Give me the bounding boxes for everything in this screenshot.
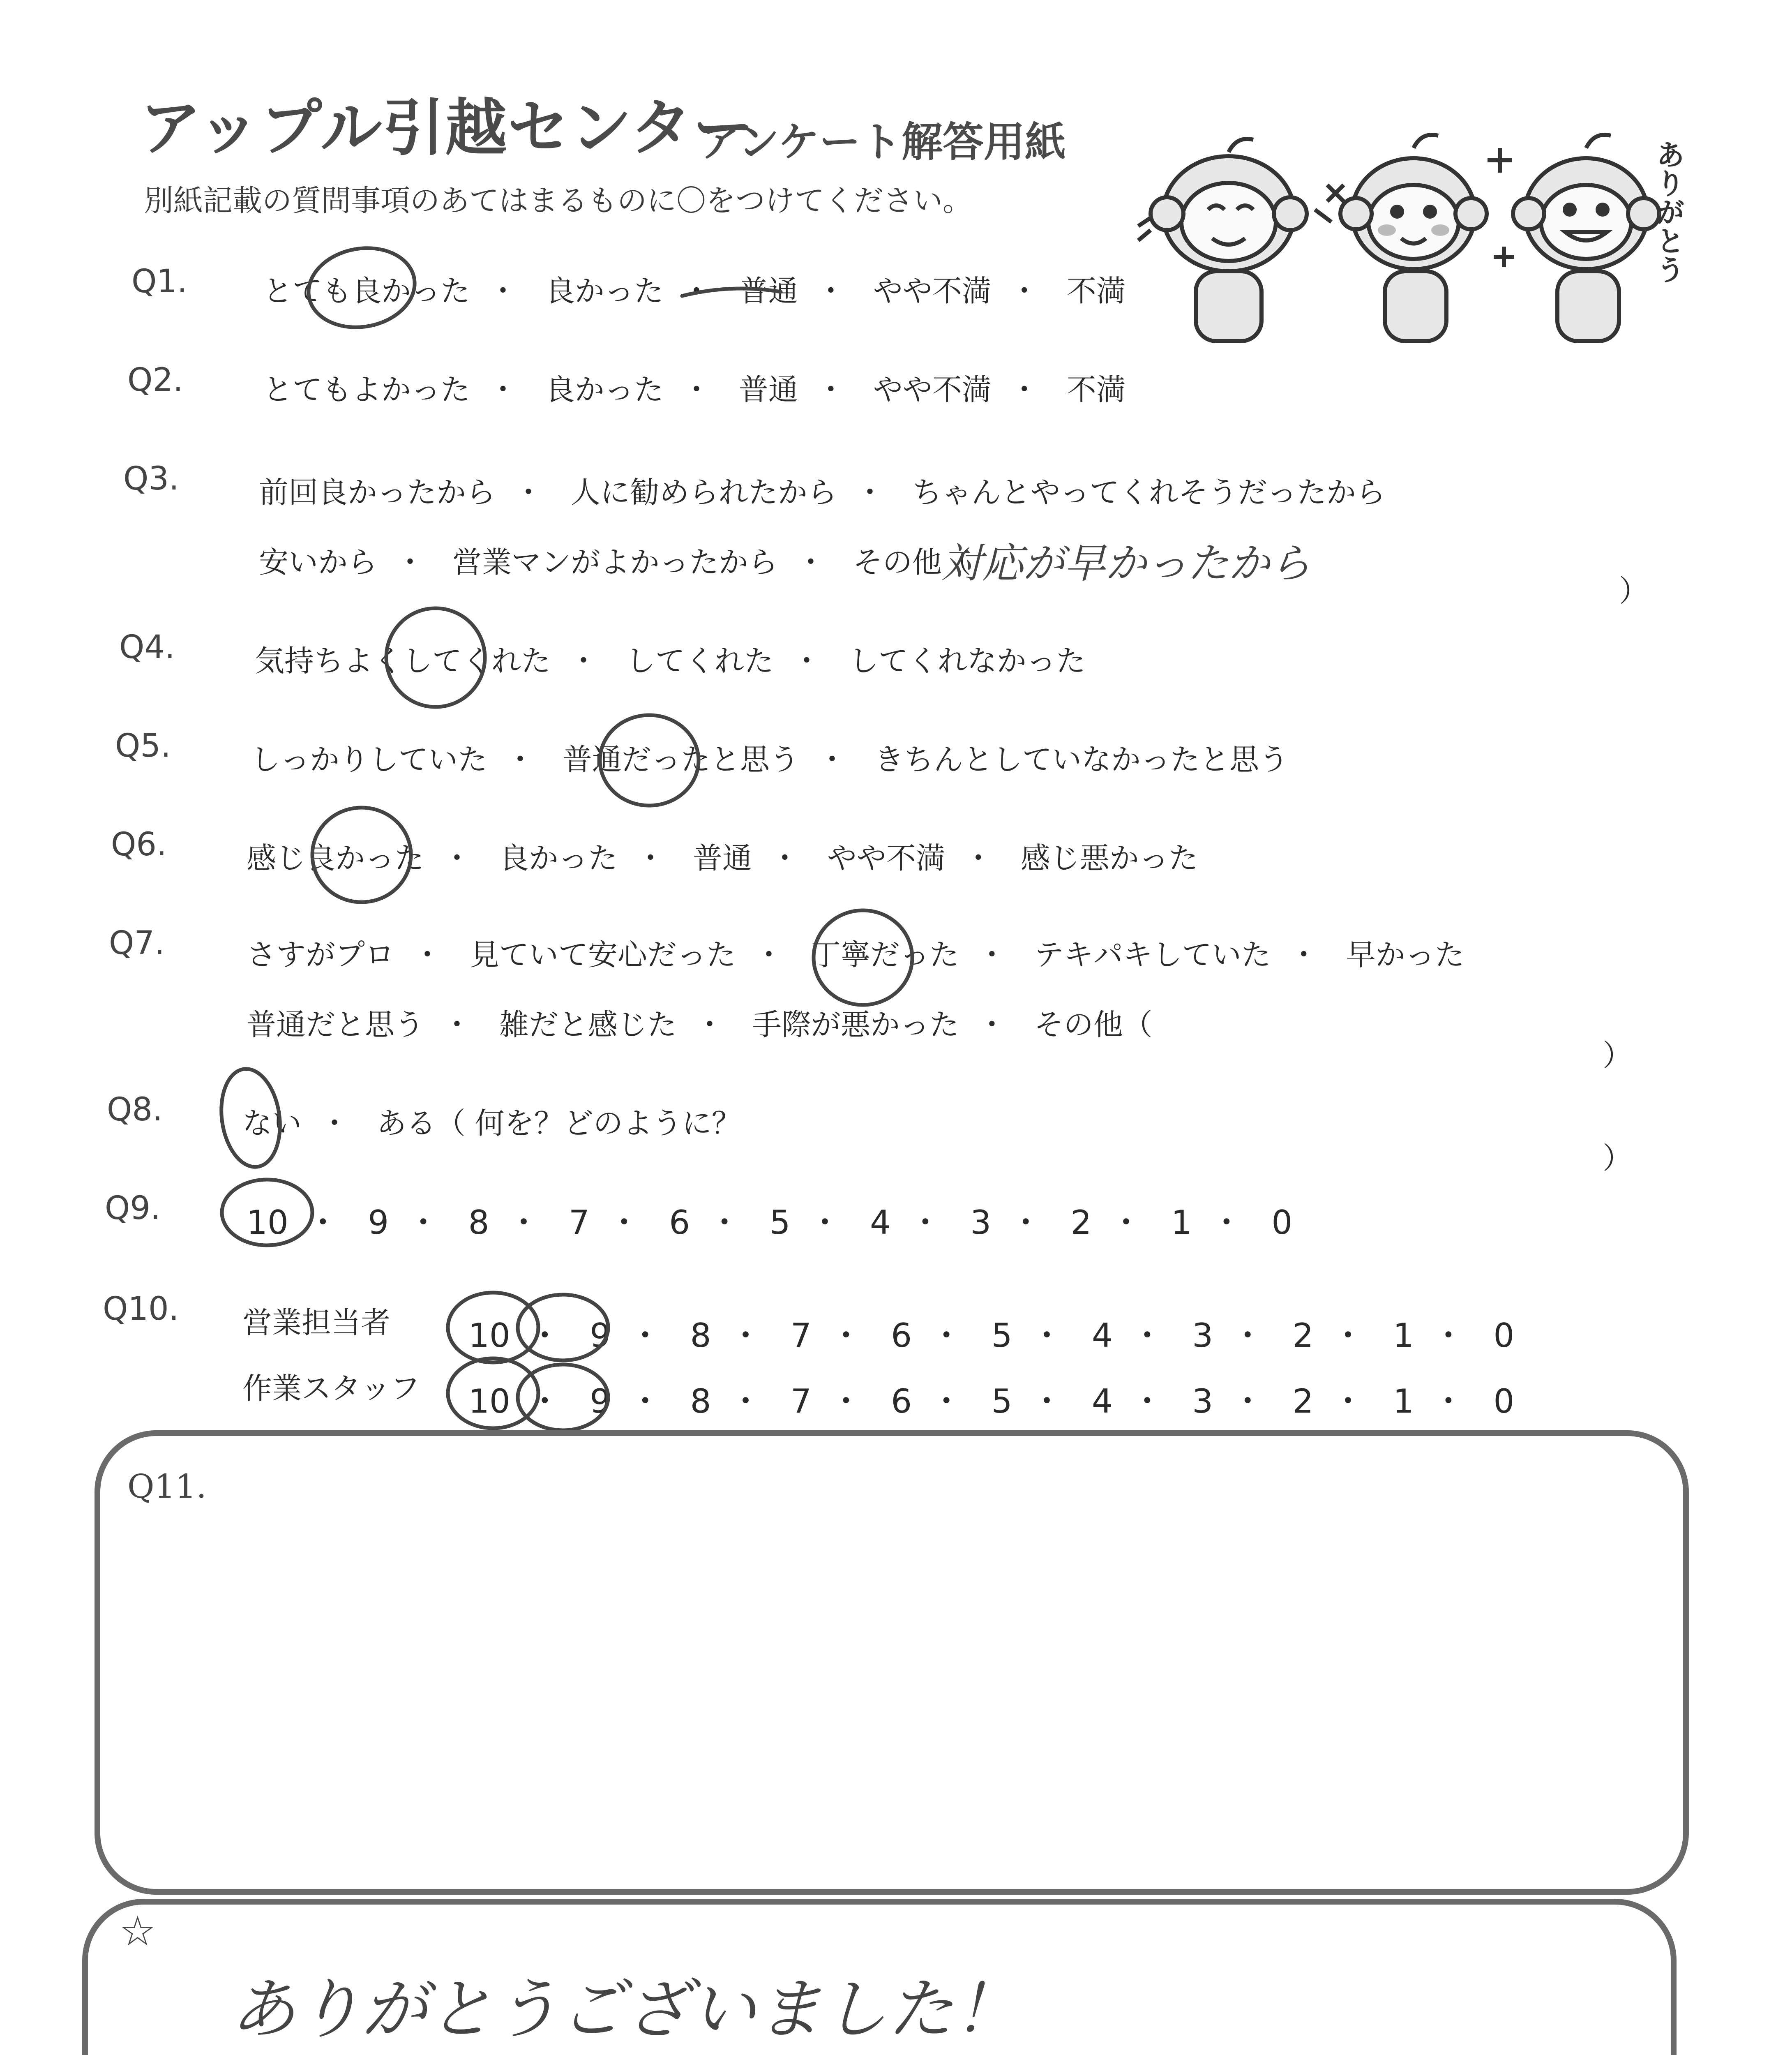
option[interactable]: さすがプロ <box>247 937 395 972</box>
q7-options-line1: さすがプロ ・ 見ていて安心だった ・ 丁寧だった ・ テキパキしていた ・ 早かった <box>247 931 1465 974</box>
q10-staff-label: 作業スタッフ <box>242 1371 420 1406</box>
q11-comment-box[interactable] <box>95 1430 1689 1895</box>
option[interactable]: 普通だったと思う <box>562 742 799 777</box>
company-title: アップル引越センター <box>140 92 755 164</box>
q7-options-line2: 普通だと思う ・ 雑だと感じた ・ 手際が悪かった ・ その他（ <box>247 1001 1153 1044</box>
q4-options: 気持ちよくしてくれた ・ してくれた ・ してくれなかった <box>255 637 1086 680</box>
q10-sales-scale: 10 ・ 9 ・ 8 ・ 7 ・ 6 ・ 5 ・ 4 ・ 3 ・ 2 ・ 1 ・ 0 <box>468 1316 1515 1355</box>
score-option[interactable]: 4 <box>869 1203 891 1242</box>
score-option[interactable]: 8 <box>690 1382 711 1420</box>
score-option[interactable]: 9 <box>590 1382 611 1420</box>
option[interactable]: 丁寧だった <box>811 937 959 972</box>
score-option[interactable]: 1 <box>1171 1203 1192 1242</box>
option[interactable]: 安いから <box>259 545 378 580</box>
close-paren: ） <box>1619 574 1649 608</box>
option[interactable]: 早かった <box>1346 937 1465 972</box>
score-option[interactable]: 8 <box>468 1203 489 1242</box>
score-option[interactable]: 5 <box>991 1316 1012 1355</box>
q6-options: 感じ良かった ・ 良かった ・ 普通 ・ やや不満 ・ 感じ悪かった <box>247 834 1198 877</box>
score-option[interactable]: 10 <box>247 1203 288 1242</box>
question-label: Q2. <box>127 362 183 399</box>
q11-label: Q11. <box>127 1467 207 1505</box>
option[interactable]: 人に勧められたから <box>570 475 837 510</box>
question-label: Q10. <box>103 1291 179 1328</box>
score-option[interactable]: 7 <box>568 1203 590 1242</box>
score-option[interactable]: 6 <box>669 1203 690 1242</box>
option[interactable]: 良かった <box>545 372 664 407</box>
option[interactable]: その他（ <box>853 545 971 580</box>
score-option[interactable]: 4 <box>1091 1316 1113 1355</box>
score-option[interactable]: 4 <box>1091 1382 1113 1420</box>
option[interactable]: 普通 <box>738 372 798 407</box>
score-option[interactable]: 0 <box>1271 1203 1293 1242</box>
score-option[interactable]: 7 <box>790 1382 812 1420</box>
question-label: Q4. <box>119 629 175 666</box>
close-paren: ） <box>1603 1141 1633 1175</box>
thank-you-handwritten: ありがとうございました！ <box>230 1971 1019 2048</box>
q10-sales-label: 営業担当者 <box>242 1305 391 1340</box>
option[interactable]: してくれなかった <box>849 644 1086 678</box>
score-option[interactable]: 5 <box>769 1203 791 1242</box>
star-icon: ☆ <box>119 1907 156 1955</box>
score-option[interactable]: 2 <box>1070 1203 1092 1242</box>
score-option[interactable]: 3 <box>1192 1382 1213 1420</box>
score-option[interactable]: 7 <box>790 1316 812 1355</box>
option[interactable]: その他（ <box>1034 1007 1153 1042</box>
question-label: Q3. <box>123 460 179 497</box>
option[interactable]: やや不満 <box>873 274 992 308</box>
option[interactable]: 前回良かったから <box>259 475 496 510</box>
option[interactable]: 不満 <box>1066 274 1126 308</box>
option[interactable]: してくれた <box>625 644 774 678</box>
mascot-illustration <box>1134 123 1709 362</box>
option[interactable]: 普通 <box>692 841 752 875</box>
question-label: Q9. <box>105 1190 161 1227</box>
q1-options: とても良かった ・ 良かった ・ 普通 ・ やや不満 ・ 不満 <box>263 267 1126 310</box>
score-option[interactable]: 6 <box>891 1316 912 1355</box>
q10-staff-scale: 10 ・ 9 ・ 8 ・ 7 ・ 6 ・ 5 ・ 4 ・ 3 ・ 2 ・ 1 ・ 0 <box>468 1382 1515 1420</box>
score-option[interactable]: 2 <box>1292 1382 1314 1420</box>
option[interactable]: とてもよかった <box>263 372 470 407</box>
instruction-text: 別紙記載の質問事項のあてはまるものに〇をつけてください。 <box>144 183 973 218</box>
score-option[interactable]: 1 <box>1393 1382 1414 1420</box>
option[interactable]: とても良かった <box>263 274 470 308</box>
option[interactable]: 普通だと思う <box>247 1007 424 1042</box>
score-option[interactable]: 1 <box>1393 1316 1414 1355</box>
option[interactable]: しっかりしていた <box>251 742 488 777</box>
option[interactable]: 良かった <box>545 274 664 308</box>
option[interactable]: 見ていて安心だった <box>469 937 736 972</box>
question-label: Q6. <box>111 826 167 863</box>
option[interactable]: ちゃんとやってくれそうだったから <box>912 475 1386 510</box>
score-option[interactable]: 3 <box>970 1203 992 1242</box>
option[interactable]: やや不満 <box>873 372 992 407</box>
q5-options: しっかりしていた ・ 普通だったと思う ・ きちんとしていなかったと思う <box>251 736 1289 778</box>
mascot-caption: ありがとう <box>1651 140 1685 284</box>
q9-scale: 10 ・ 9 ・ 8 ・ 7 ・ 6 ・ 5 ・ 4 ・ 3 ・ 2 ・ 1 ・ 0 <box>247 1203 1293 1242</box>
option[interactable]: 不満 <box>1066 372 1126 407</box>
score-option[interactable]: 0 <box>1493 1316 1515 1355</box>
option[interactable]: ない <box>242 1106 302 1141</box>
option[interactable]: 雑だと感じた <box>499 1007 677 1042</box>
option[interactable]: ある（ 何を？どのように？ <box>376 1106 741 1141</box>
score-option[interactable]: 6 <box>891 1382 912 1420</box>
question-label: Q8. <box>107 1091 163 1128</box>
question-label: Q1. <box>131 263 187 300</box>
q8-options: ない ・ ある（ 何を？どのように？ <box>242 1099 741 1142</box>
score-option[interactable]: 10 <box>468 1316 510 1355</box>
question-label: Q5. <box>115 727 171 764</box>
option[interactable]: 普通 <box>738 274 798 308</box>
q2-options: とてもよかった ・ 良かった ・ 普通 ・ やや不満 ・ 不満 <box>263 366 1126 409</box>
option[interactable]: 気持ちよくしてくれた <box>255 644 551 678</box>
option[interactable]: やや不満 <box>827 841 946 875</box>
score-option[interactable]: 9 <box>368 1203 389 1242</box>
option[interactable]: テキパキしていた <box>1034 937 1271 972</box>
question-label: Q7. <box>109 925 165 962</box>
option[interactable]: 感じ良かった <box>247 841 424 875</box>
q3-options-line1: 前回良かったから ・ 人に勧められたから ・ ちゃんとやってくれそうだったから <box>259 469 1386 511</box>
score-option[interactable]: 0 <box>1493 1382 1515 1420</box>
option[interactable]: きちんとしていなかったと思う <box>874 742 1289 777</box>
score-option[interactable]: 10 <box>468 1382 510 1420</box>
score-option[interactable]: 8 <box>690 1316 711 1355</box>
score-option[interactable]: 3 <box>1192 1316 1213 1355</box>
form-subtitle: アンケート解答用紙 <box>699 118 1066 166</box>
option[interactable]: 手際が悪かった <box>752 1007 959 1042</box>
score-option[interactable]: 5 <box>991 1382 1012 1420</box>
option[interactable]: 営業マンがよかったから <box>452 545 778 580</box>
score-option[interactable]: 2 <box>1292 1316 1314 1355</box>
q3-options-line2: 安いから ・ 営業マンがよかったから ・ その他（ <box>259 538 971 581</box>
option[interactable]: 良かった <box>499 841 618 875</box>
close-paren: ） <box>1603 1038 1633 1073</box>
option[interactable]: 感じ悪かった <box>1020 841 1198 875</box>
score-option[interactable]: 9 <box>590 1316 611 1355</box>
q3-other-handwritten: 対応が早かったから <box>941 539 1311 587</box>
